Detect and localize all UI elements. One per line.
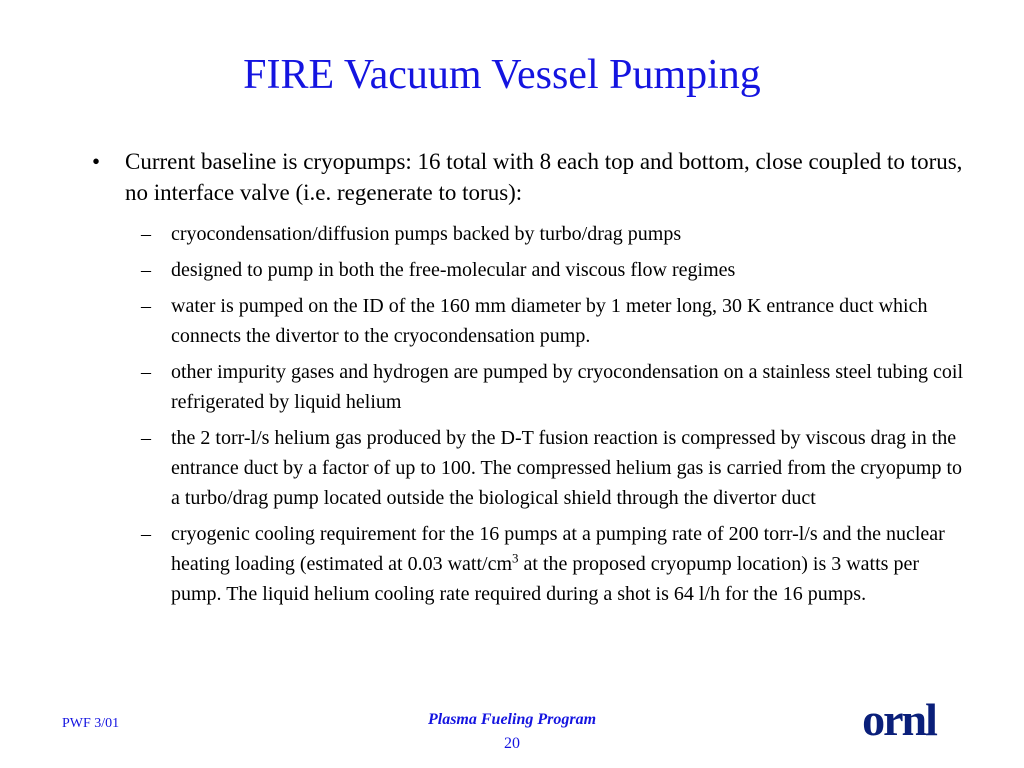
sub-bullet-item [141,357,971,417]
program-name: Plasma Fueling Program [427,711,597,728]
dash-marker: – [141,523,151,545]
superscript-exponent: 3 [512,550,519,566]
sub-bullet-text: water is pumped on the ID of the 160 mm diameter by 1 meter long, 30 K entrance duct which connects the divertor to the cryocondensation pump. [171,295,928,347]
dash-marker: – [141,295,151,317]
main-bullet-text: Current baseline is cryopumps: 16 total with 8 each top and bottom, close coupled to torus, no interface valve (i.e. regenerate to torus): [125,149,963,205]
sub-bullet-text: cryocondensation/diffusion pumps backed by turbo/drag pumps [171,223,682,245]
sub-bullet-text: designed to pump in both the free-molecular and viscous flow regimes [171,259,736,281]
sub-bullet-item [141,291,971,351]
sub-bullet-list [141,219,971,615]
dash-marker: – [141,361,151,383]
sub-bullet-item [141,219,971,249]
dash-marker: – [141,427,151,449]
footer-date-label: PWF 3/01 [62,716,120,731]
bullet-marker: • [92,149,101,174]
sub-bullet-text: other impurity gases and hydrogen are pumped by cryocondensation on a stainless steel tubing coil refrigerated by liquid helium [171,361,964,413]
dash-marker: – [141,259,151,281]
dash-marker: – [141,223,151,245]
sub-bullet-item [141,423,971,513]
sub-bullet-text-before-superscript: cryogenic cooling requirement for the 16 pumps at a pumping rate of 200 torr-l/s and the nuclear heating loading (estimated at 0.03 watt/cm [171,523,945,575]
sub-bullet-item [141,519,971,609]
sub-bullet-item [141,255,971,285]
page-number: 20 [504,735,520,752]
slide-title: FIRE Vacuum Vessel Pumping [243,52,761,98]
main-bullet [92,146,972,208]
sub-bullet-text: the 2 torr-l/s helium gas produced by the D-T fusion reaction is compressed by viscous drag in the entrance duct by a factor of up to 100. The compressed helium gas is carried from the cryopump to a turbo/drag pump located outside the biological shield through the divertor duct [171,427,963,509]
ornl-logo-text: ornl [862,701,936,743]
sub-bullet-text-after-superscript: at the proposed cryopump location) is 3 watts per pump. The liquid helium cooling rate required during a shot is 64 l/h for the 16 pumps. [171,553,919,605]
ornl-logo [836,701,962,743]
